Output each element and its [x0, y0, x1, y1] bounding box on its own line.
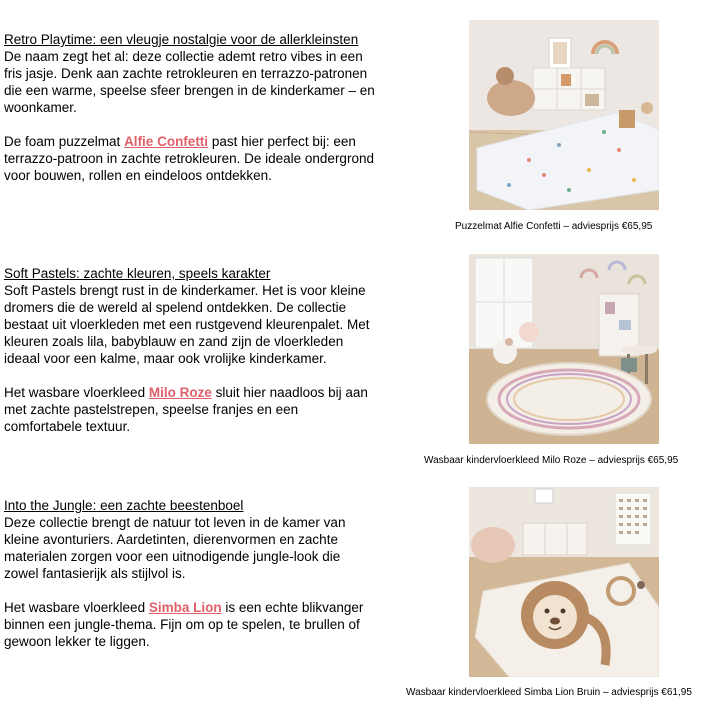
section-intro: Soft Pastels brengt rust in de kinderkamer. Het is voor kleine dromers die de wereld al spelend ontdekken. De collectie bestaat uit vloerkleden met een rustgevend kleurenpalet. Met kleuren zoals lila, babyblauw en zand zijn de vloerkleden ideaal voor een kalme, maar ook vrolijke kinderkamer.: [4, 283, 370, 366]
section-heading: Soft Pastels: zachte kleuren, speels karakter: [4, 266, 271, 281]
product-text-after: is een echte blikvanger binnen een jungle-thema. Fijn om op te spelen, te brullen of gewoon lekker te liggen.: [4, 600, 364, 649]
photo-caption: Wasbaar kindervloerkleed Simba Lion Bruin – adviesprijs €61,95: [406, 687, 692, 698]
section-text: [4, 31, 376, 184]
photo-caption: Puzzelmat Alfie Confetti – adviesprijs €65,95: [455, 221, 653, 232]
section-intro: Deze collectie brengt de natuur tot leven in de kamer van kleine avonturiers. Aardetinten, dierenvormen en zachte materialen zorgen voor een uitnodigende jungle-look die zowel fantasierijk als stijlvol is.: [4, 515, 346, 581]
product-text-before: Het wasbare vloerkleed: [4, 385, 149, 400]
product-link-milo-roze[interactable]: Milo Roze: [148, 385, 212, 400]
section-heading: Retro Playtime: een vleugje nostalgie voor de allerkleinsten: [4, 32, 359, 47]
product-text-after: past hier perfect bij: een terrazzo-patroon in zachte retrokleuren. De ideale ondergrond voor bouwen, rollen en eindeloos ontdekken.: [4, 134, 374, 183]
product-text-before: Het wasbare vloerkleed: [4, 600, 149, 615]
product-photo-milo-roze: [469, 254, 659, 444]
section-text: [4, 497, 376, 650]
product-text-after: sluit hier naadloos bij aan met zachte pastelstrepen, speelse franjes en een comfortabele textuur.: [4, 385, 368, 434]
section-heading: Into the Jungle: een zachte beestenboel: [4, 498, 244, 513]
product-link-alfie-confetti[interactable]: Alfie Confetti: [124, 134, 209, 149]
product-link-simba-lion[interactable]: Simba Lion: [148, 600, 222, 615]
product-paragraph: [4, 384, 376, 435]
product-paragraph: [4, 599, 376, 650]
photo-caption: Wasbaar kindervloerkleed Milo Roze – adviesprijs €65,95: [424, 455, 679, 466]
product-photo-puzzelmat: [469, 20, 659, 210]
section-intro: De naam zegt het al: deze collectie ademt retro vibes in een fris jasje. Denk aan zachte retrokleuren en terrazzo-patronen die een warme, speelse sfeer brengen in de kinderkamer – en woonkamer.: [4, 49, 375, 115]
product-paragraph: [4, 133, 376, 184]
section-text: [4, 265, 376, 435]
product-photo-simba-lion: [469, 487, 659, 677]
product-text-before: De foam puzzelmat: [4, 134, 125, 149]
